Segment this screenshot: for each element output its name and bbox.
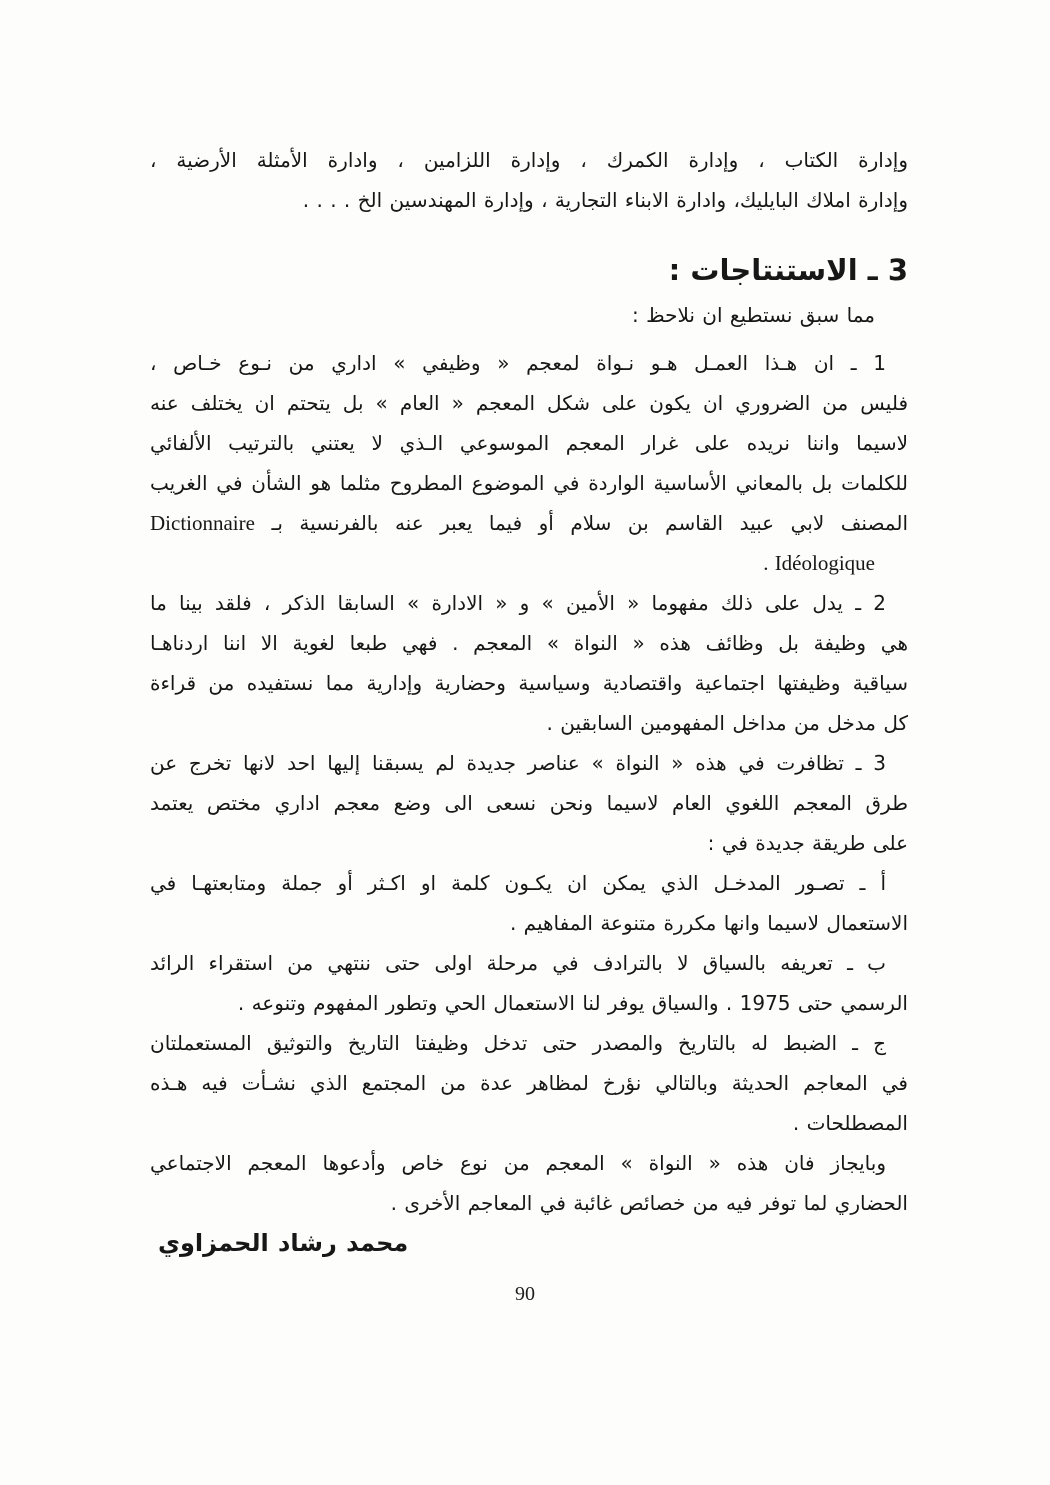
item1-line-1: 1 ـ ان هـذا العمـل هـو نـواة لمعجم « وظيفي » اداري من نـوع خـاص ، [150,351,886,375]
french-term-ideologique: Idéologique . [763,551,875,575]
author-signature: محمد رشاد الحمزاوي [158,1229,409,1257]
text-block [150,140,908,1263]
closing-line-2: الحضاري لما توفر فيه من خصائص غائبة في المعاجم الأخرى . [390,1191,908,1215]
item1-line-5 [150,503,908,543]
item2-line-3: سياقية وظيفتها اجتماعية واقتصادية وسياسية وحضارية وإدارية مما نستفيده من قراءة [150,671,908,695]
closing-line-1: وبايجاز فان هذه « النواة » المعجم من نوع خاص وأدعوها المعجم الاجتماعي [150,1151,886,1175]
item1-line-5-arabic: المصنف لابي عبيد القاسم بن سلام أو فيما يعبر عنه بالفرنسية بـ [271,511,909,535]
conclusions-heading: 3 ـ الاستنتاجات : [668,253,908,287]
french-term-dictionnaire: Dictionnaire [150,511,255,535]
observation-intro-line: مما سبق نستطيع ان نلاحظ : [632,303,875,327]
item1-line-4: للكلمات بل بالمعاني الأساسية الواردة في الموضوع المطروح مثلما هو الشأن في الغريب [150,471,908,495]
item3-line-1: 3 ـ تظافرت في هذه « النواة » عناصر جديدة لم يسبقنا إليها احد لانها تخرج عن [150,751,886,775]
subitem-a-line-2: الاستعمال لاسيما وانها مكررة متنوعة المفاهيم . [509,911,908,935]
subitem-b-line-2: الرسمي حتى 1975 . والسياق يوفر لنا الاستعمال الحي وتطور المفهوم وتنوعه . [237,991,908,1015]
subitem-b-line-1: ب ـ تعريفه بالسياق لا بالترادف في مرحلة اولى حتى ننتهي من استقراء الرائد [150,951,886,975]
page-number: 90 [515,1283,535,1305]
item1-line-6 [150,543,908,583]
subitem-a-line-1: أ ـ تصـور المدخـل الذي يمكن ان يكـون كلمة او اكـثر أو جملة ومتابعتهـا في [150,871,886,895]
item3-line-2: طرق المعجم اللغوي العام لاسيما ونحن نسعى الى وضع معجم اداري مختص يعتمد [150,791,908,815]
admin-list-line-1: وإدارة الكتاب ، وإدارة الكمرك ، وإدارة اللزامين ، وادارة الأمثلة الأرضية ، [150,148,908,172]
subitem-c-line-3: المصطلحات . [792,1111,908,1135]
subitem-c-line-2: في المعاجم الحديثة وبالتالي نؤرخ لمظاهر عدة من المجتمع الذي نشـأت فيه هـذه [150,1071,908,1095]
subitem-c-line-1: ج ـ الضبط له بالتاريخ والمصدر حتى تدخل وظيفتا التاريخ والتوثيق المستعملتان [150,1031,886,1055]
item1-line-3: لاسيما واننا نريده على غرار المعجم الموسوعي الـذي لا يعتني بالترتيب الألفائي [150,431,908,455]
admin-list-line-2: وإدارة املاك البايليك، وادارة الابناء التجارية ، وإدارة المهندسين الخ . . . . [302,188,908,212]
item2-line-4: كل مدخل من مداخل المفهومين السابقين . [546,711,908,735]
item2-line-1: 2 ـ يدل على ذلك مفهوما « الأمين » و « الادارة » السابقا الذكر ، فلقد بينا ما [150,591,886,615]
item1-line-2: فليس من الضروري ان يكون على شكل المعجم « العام » بل يتحتم ان يختلف عنه [150,391,908,415]
item3-line-3: على طريقة جديدة في : [707,831,908,855]
item2-line-2: هي وظيفة بل وظائف هذه « النواة » المعجم . فهي طبعا لغوية الا اننا اردناهـا [150,631,908,655]
